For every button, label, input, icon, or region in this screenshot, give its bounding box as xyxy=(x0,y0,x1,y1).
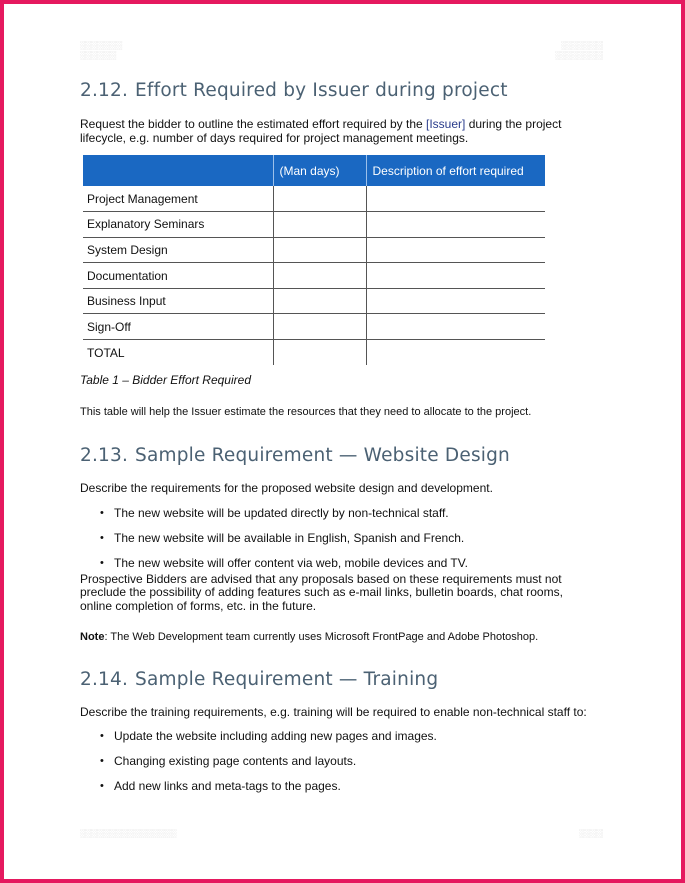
table-row-label: TOTAL xyxy=(83,340,273,366)
effort-table xyxy=(83,155,545,365)
table-cell xyxy=(366,314,545,340)
table-caption: Table 1 – Bidder Effort Required xyxy=(80,373,251,388)
table-header-cell xyxy=(83,155,273,186)
table-row xyxy=(83,237,545,263)
training-requirements-list xyxy=(80,729,615,804)
list-item: • Update the website including adding new pages and images. xyxy=(80,729,615,754)
table-cell xyxy=(366,237,545,263)
table-cell xyxy=(273,314,366,340)
table-cell xyxy=(366,212,545,238)
section-2-12-intro: Request the bidder to outline the estimated effort required by the [Issuer] during the project lifecycle, e.g. number of days required for project management meetings. xyxy=(80,117,562,145)
section-2-14-intro: Describe the training requirements, e.g. training will be required to enable non-technical staff to: xyxy=(80,704,587,719)
issuer-placeholder: [Issuer] xyxy=(426,117,466,131)
list-item: • Changing existing page contents and layouts. xyxy=(80,754,615,779)
document-content xyxy=(80,78,615,804)
table-row-label: Sign-Off xyxy=(83,314,273,340)
table-header-man-days: (Man days) xyxy=(273,155,366,186)
table-header-description: Description of effort required xyxy=(366,155,545,186)
table-row-label: Documentation xyxy=(83,263,273,289)
list-item: • The new website will be updated directly by non-technical staff. xyxy=(80,506,615,531)
table-row-label: Explanatory Seminars xyxy=(83,212,273,238)
effort-table-header xyxy=(83,155,545,186)
section-2-13-note: Note: The Web Development team currently uses Microsoft FrontPage and Adobe Photoshop. xyxy=(80,631,539,644)
table-cell xyxy=(366,340,545,366)
note-label: Note xyxy=(80,631,105,644)
table-cell xyxy=(273,237,366,263)
running-header-left: ░░░░░░░ ░░░░░░ xyxy=(80,40,123,60)
list-item: • The new website will be available in English, Spanish and French. xyxy=(80,531,615,556)
section-2-13-paragraph: Prospective Bidders are advised that any proposals based on these requirements must not preclude the possibility of adding features such as e-mail links, bulletin boards, chat rooms, online completion of forms, etc. in the future. xyxy=(80,571,563,613)
table-cell xyxy=(273,186,366,212)
list-item: • The new website will offer content via web, mobile devices and TV. xyxy=(80,556,615,571)
table-row xyxy=(83,186,545,212)
section-heading-2-12: 2.12. Effort Required by Issuer during project xyxy=(80,80,508,101)
running-footer-right: ░░░░ xyxy=(578,828,603,838)
table-cell xyxy=(366,186,545,212)
section-2-13-intro: Describe the requirements for the proposed website design and development. xyxy=(80,481,493,496)
running-footer-left: ░░░░░░░░░░░░░░░░ xyxy=(80,828,177,838)
table-row xyxy=(83,212,545,238)
table-cell xyxy=(366,288,545,314)
table-cell xyxy=(273,288,366,314)
website-requirements-list xyxy=(80,506,615,571)
table-cell xyxy=(273,340,366,366)
table-row xyxy=(83,263,545,289)
table-row xyxy=(83,288,545,314)
section-heading-2-13: 2.13. Sample Requirement — Website Design xyxy=(80,445,510,467)
table-row-label: System Design xyxy=(83,237,273,263)
list-item: • Add new links and meta-tags to the pages. xyxy=(80,779,615,804)
table-row xyxy=(83,314,545,340)
table-cell xyxy=(366,263,545,289)
table-row-label: Business Input xyxy=(83,288,273,314)
table-row-label: Project Management xyxy=(83,186,273,212)
running-header-right: ░░░░░░░ ░░░░░░░░ xyxy=(554,40,603,60)
section-2-12-footnote: This table will help the Issuer estimate the resources that they need to allocate to the project. xyxy=(80,405,532,418)
table-cell xyxy=(273,212,366,238)
section-heading-2-14: 2.14. Sample Requirement — Training xyxy=(80,668,439,690)
table-cell xyxy=(273,263,366,289)
table-row xyxy=(83,340,545,366)
